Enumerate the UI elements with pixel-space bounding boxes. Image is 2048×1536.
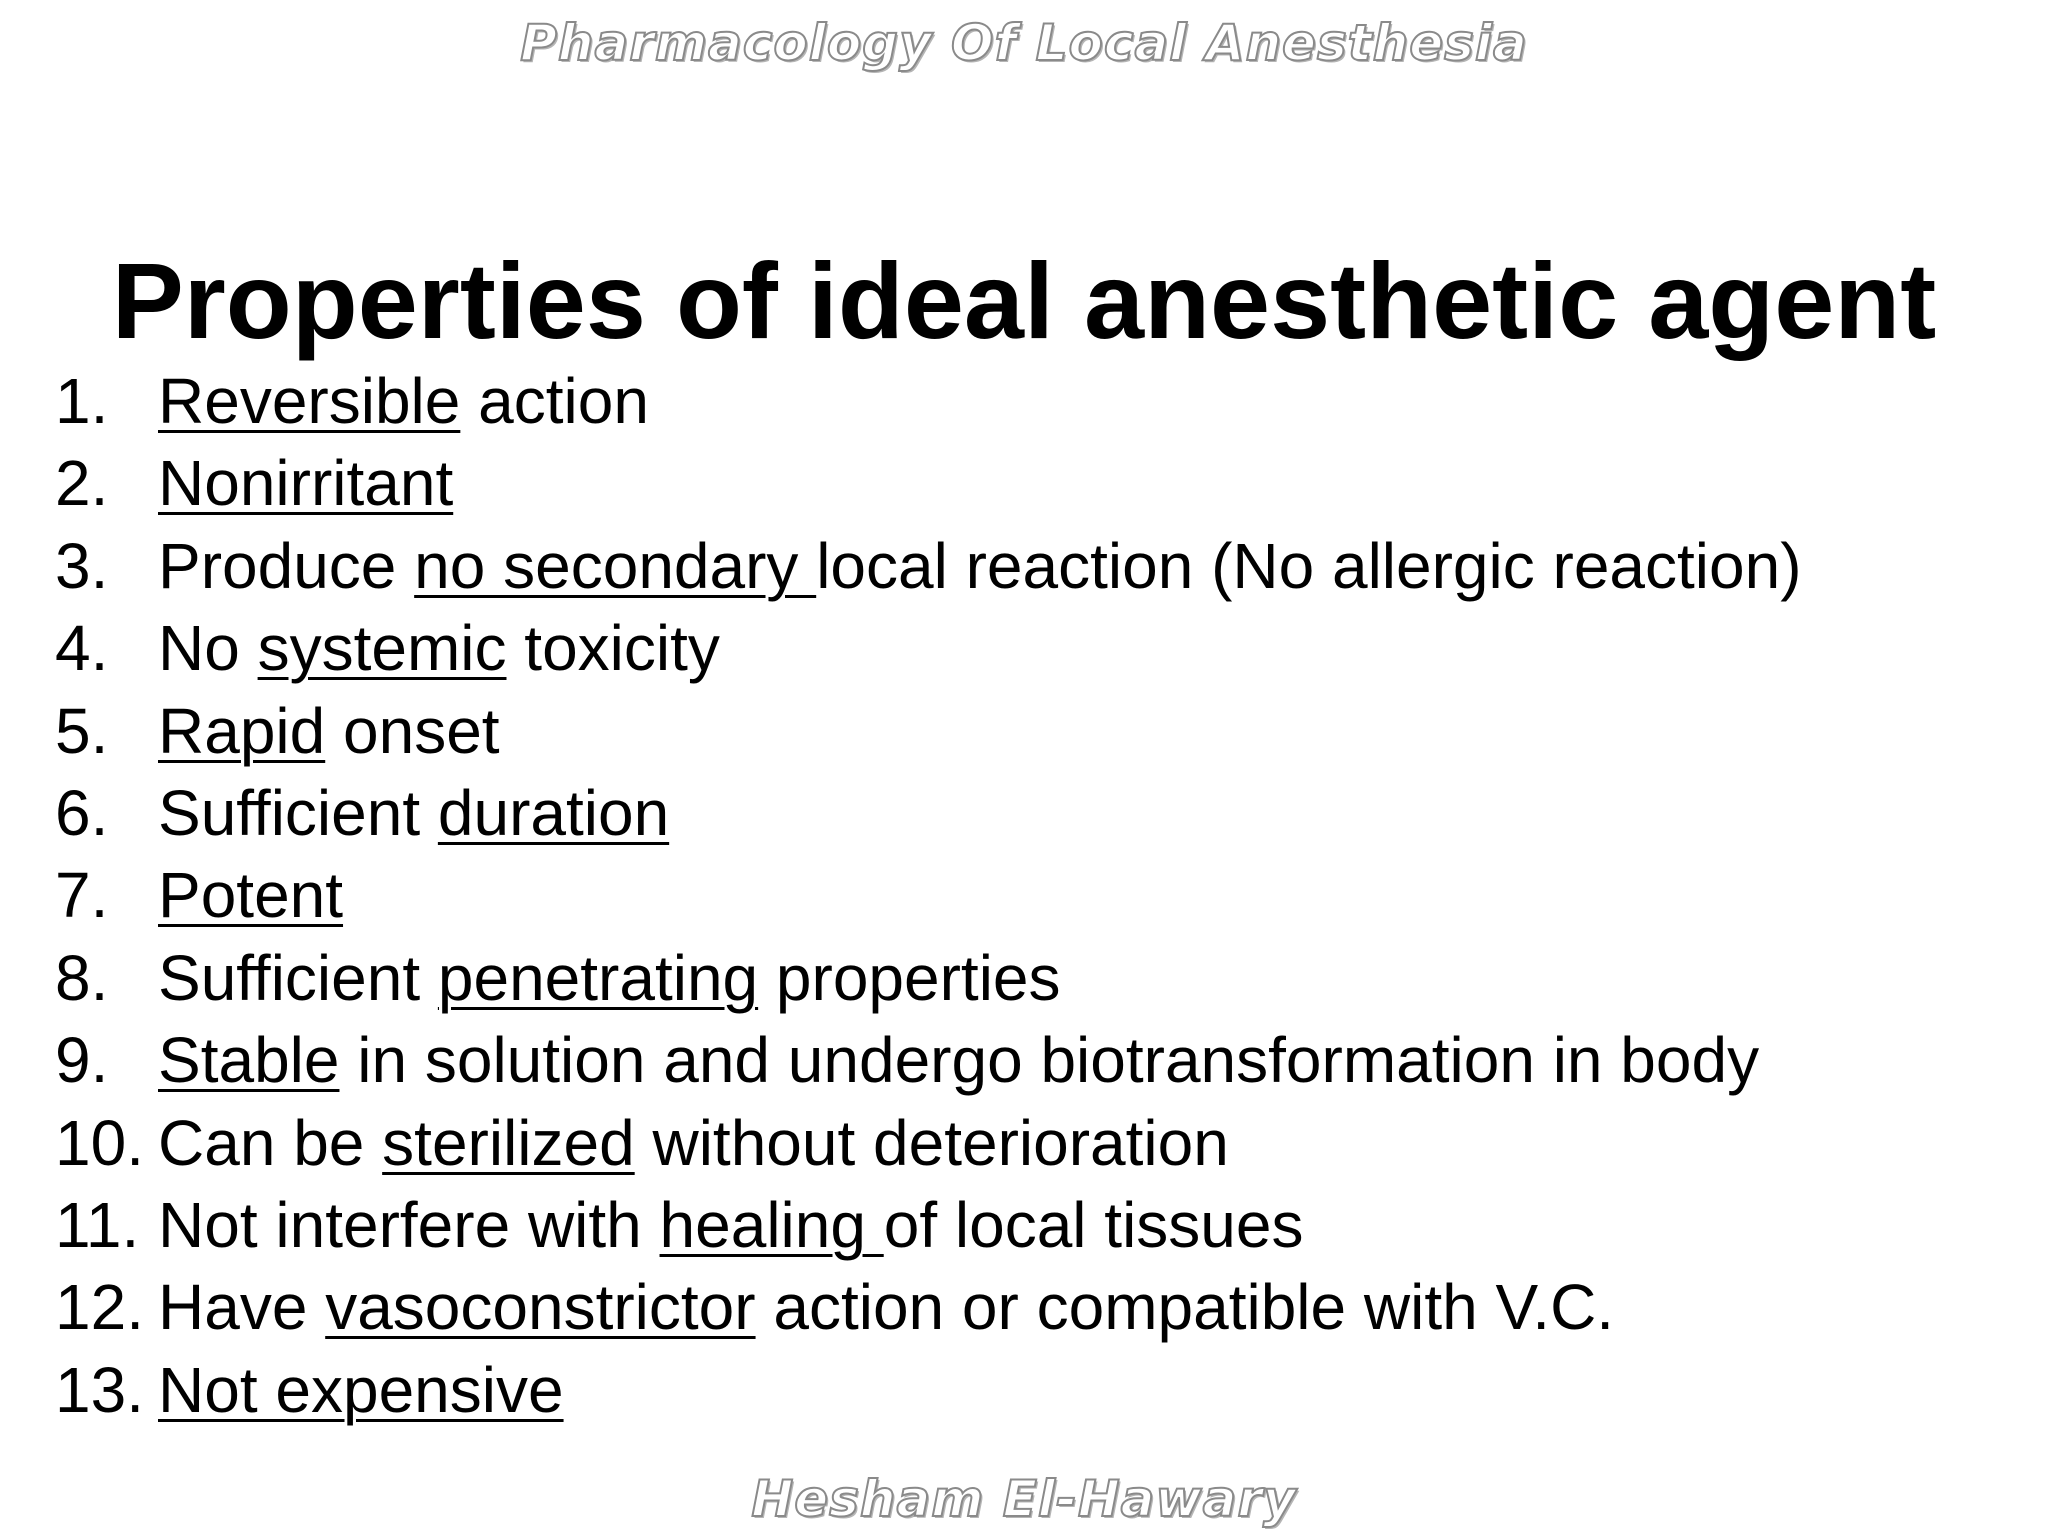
underlined-term: Stable bbox=[158, 1024, 340, 1097]
list-item-number: 1. bbox=[55, 365, 109, 437]
slide-title: Properties of ideal anesthetic agent bbox=[111, 240, 1937, 362]
list-item bbox=[55, 1019, 1802, 1101]
text-segment: of local tissues bbox=[883, 1189, 1304, 1262]
list-item bbox=[55, 690, 1802, 772]
underlined-term: Potent bbox=[158, 859, 344, 932]
underlined-term: no secondary bbox=[414, 529, 817, 602]
text-segment: Sufficient bbox=[158, 941, 438, 1014]
list-item-number: 13. bbox=[55, 1353, 144, 1426]
underlined-term: vasoconstrictor bbox=[325, 1271, 756, 1344]
properties-list bbox=[55, 360, 1802, 1431]
list-item-number: 2. bbox=[55, 447, 109, 520]
list-item-text bbox=[158, 690, 500, 772]
list-item bbox=[55, 360, 1802, 442]
underlined-term: duration bbox=[437, 777, 670, 850]
list-item-text bbox=[158, 1102, 1229, 1184]
list-item-text bbox=[158, 1349, 564, 1431]
text-segment: properties bbox=[758, 941, 1061, 1014]
text-segment: Not interfere with bbox=[158, 1189, 660, 1262]
list-item-text bbox=[158, 772, 669, 854]
text-segment: action or compatible with V.C. bbox=[755, 1271, 1615, 1344]
underlined-term: Reversible bbox=[158, 365, 461, 437]
list-item bbox=[55, 525, 1802, 607]
list-item bbox=[55, 772, 1802, 854]
text-segment: Sufficient bbox=[158, 777, 438, 850]
text-segment: in solution and undergo biotransformation in body bbox=[339, 1024, 1760, 1097]
underlined-term: Nonirritant bbox=[158, 447, 454, 520]
list-item bbox=[55, 854, 1802, 936]
list-item bbox=[55, 1266, 1802, 1348]
list-item-text bbox=[158, 360, 649, 442]
list-item-number: 8. bbox=[55, 941, 109, 1014]
list-item-text bbox=[158, 1019, 1759, 1101]
text-segment: Produce bbox=[158, 529, 415, 602]
text-segment: No bbox=[158, 612, 258, 685]
list-item-number: 3. bbox=[55, 529, 109, 602]
list-item-number: 12. bbox=[55, 1271, 144, 1344]
list-item bbox=[55, 1349, 1802, 1431]
list-item-number: 11. bbox=[55, 1189, 140, 1262]
list-item-number: 9. bbox=[55, 1024, 109, 1097]
list-item-text bbox=[158, 1266, 1614, 1348]
text-segment: local reaction (No allergic reaction) bbox=[816, 529, 1802, 602]
underlined-term: systemic bbox=[257, 612, 507, 685]
text-segment: action bbox=[460, 365, 649, 437]
list-item-number: 5. bbox=[55, 694, 109, 767]
list-item bbox=[55, 1102, 1802, 1184]
list-item-text bbox=[158, 525, 1802, 607]
text-segment: Can be bbox=[158, 1106, 383, 1179]
text-segment: onset bbox=[325, 694, 500, 767]
text-segment: toxicity bbox=[506, 612, 720, 685]
list-item bbox=[55, 442, 1802, 524]
list-item bbox=[55, 607, 1802, 689]
list-item bbox=[55, 937, 1802, 1019]
text-segment: Have bbox=[158, 1271, 326, 1344]
underlined-term: sterilized bbox=[382, 1106, 635, 1179]
list-item-number: 6. bbox=[55, 777, 109, 850]
list-item-text bbox=[158, 854, 343, 936]
underlined-term: Not expensive bbox=[158, 1353, 564, 1426]
list-item bbox=[55, 1184, 1802, 1266]
list-item-text bbox=[158, 607, 720, 689]
list-item-number: 4. bbox=[55, 612, 109, 685]
header-watermark: Pharmacology Of Local Anesthesia bbox=[520, 14, 1528, 72]
underlined-term: penetrating bbox=[437, 941, 759, 1014]
underlined-term: healing bbox=[659, 1189, 884, 1262]
list-item-text bbox=[158, 1184, 1303, 1266]
list-item-text bbox=[158, 442, 453, 524]
list-item-text bbox=[158, 937, 1061, 1019]
underlined-term: Rapid bbox=[158, 694, 326, 767]
footer-author: Hesham El-Hawary bbox=[751, 1470, 1297, 1528]
list-item-number: 7. bbox=[55, 859, 109, 932]
list-item-number: 10. bbox=[55, 1106, 144, 1179]
text-segment: without deterioration bbox=[634, 1106, 1229, 1179]
